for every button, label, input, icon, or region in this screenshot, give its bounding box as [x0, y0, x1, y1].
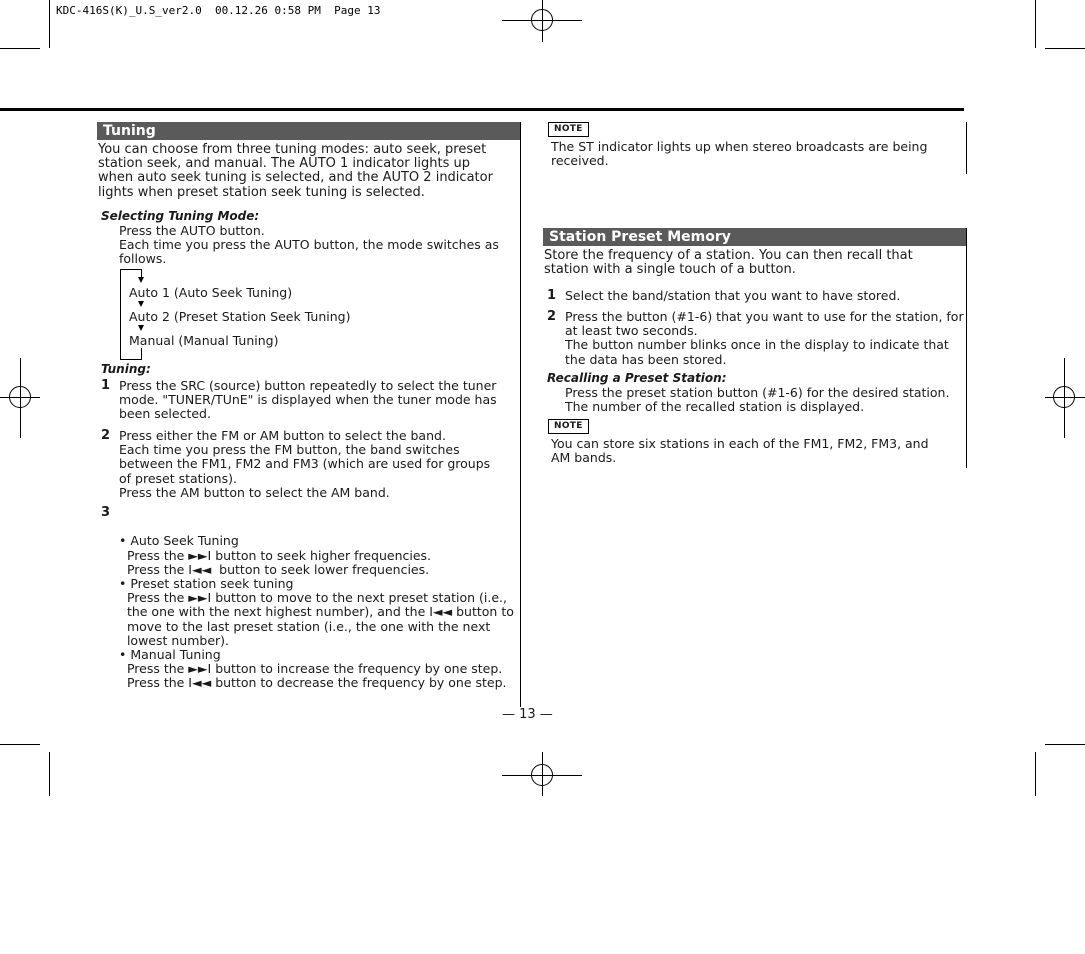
registration-mark [542, 752, 543, 796]
tuning-subheading: Tuning: [101, 362, 151, 376]
step-number: 1 [547, 288, 557, 303]
tuning-intro: You can choose from three tuning modes: auto seek, preset station seek, and manual. The AUTO 1 indicator lights up when auto seek tuning is selected, and the AUTO 2 indicator lights when preset station seek tuning is selected. [98, 142, 493, 200]
section-heading-preset-memory: Station Preset Memory [543, 228, 967, 246]
step-number: 2 [101, 428, 111, 443]
mode-loop-line [120, 359, 142, 360]
step-number: 2 [547, 309, 557, 324]
mode-loop-line [120, 269, 121, 359]
mode-loop-line [141, 348, 142, 359]
crop-mark [1045, 48, 1085, 49]
crop-mark [1035, 752, 1036, 796]
tuning-step-3: • Auto Seek Tuning Press the ►►I button to seek higher frequencies. Press the I◄◄ button to seek lower frequencies. • Preset station seek tuning Press the ►►I button to move to the next preset station (i.e., the one with the next highest number), and the I◄◄ button to move to the last preset station (i.e., the one with the next lowest number). • Manual Tuning Press the ►►I button to increase the frequency by one step. Press the I◄◄ button to decrease the frequency by one step. [119, 533, 514, 691]
note-badge: NOTE [548, 419, 589, 434]
registration-mark [20, 358, 21, 438]
crop-mark [1035, 0, 1036, 48]
step-number: 1 [101, 378, 111, 393]
mode-manual: Manual (Manual Tuning) [129, 333, 279, 348]
column-rule [966, 228, 967, 468]
page-number: — 13 — [502, 707, 553, 722]
arrow-down-icon [138, 325, 144, 331]
top-rule [0, 108, 964, 111]
note-stereo: The ST indicator lights up when stereo broadcasts are being received. [551, 139, 928, 169]
tuning-step-2: Press either the FM or AM button to select the band. Each time you press the FM button, the band switches between the FM1, FM2 and FM3 (which are used for groups of preset stations). Press the AM button to select the AM band. [119, 428, 491, 500]
selecting-mode-heading: Selecting Tuning Mode: [101, 209, 260, 223]
preset-step-2: Press the button (#1-6) that you want to use for the station, for at least two seconds. The button number blinks once in the display to indicate that the data has been stored. [565, 309, 964, 367]
arrow-down-icon [138, 277, 144, 283]
arrow-down-icon [138, 301, 144, 307]
crop-mark [49, 0, 50, 48]
mode-auto1: Auto 1 (Auto Seek Tuning) [129, 285, 293, 300]
preset-intro: Store the frequency of a station. You can then recall that station with a single touch of a button. [544, 248, 913, 278]
mode-auto2: Auto 2 (Preset Station Seek Tuning) [129, 309, 351, 324]
crop-mark [49, 752, 50, 796]
note-badge: NOTE [548, 122, 589, 137]
note-six-stations: You can store six stations in each of the FM1, FM2, FM3, and AM bands. [551, 436, 929, 466]
crop-mark [0, 48, 40, 49]
mode-loop-line [120, 269, 142, 270]
recall-body: Press the preset station button (#1-6) for the desired station. The number of the recalled station is displayed. [565, 385, 950, 415]
tuning-step-1: Press the SRC (source) button repeatedly to select the tuner mode. "TUNER/TUnE" is displayed when the tuner mode has been selected. [119, 378, 497, 422]
registration-mark [1045, 397, 1085, 398]
print-slug: KDC-416S(K)_U.S_ver2.0 00.12.26 0:58 PM Page 13 [56, 4, 381, 17]
selecting-mode-body: Press the AUTO button. Each time you press the AUTO button, the mode switches as follows. [119, 223, 499, 267]
column-divider [520, 122, 521, 707]
step-number: 3 [101, 505, 111, 520]
registration-mark [1064, 358, 1065, 438]
column-rule [966, 122, 967, 174]
preset-step-1: Select the band/station that you want to have stored. [565, 288, 901, 303]
registration-mark [542, 0, 543, 42]
crop-mark [0, 744, 40, 745]
recall-heading: Recalling a Preset Station: [547, 371, 727, 385]
section-heading-tuning: Tuning [97, 122, 521, 140]
crop-mark [1045, 744, 1085, 745]
